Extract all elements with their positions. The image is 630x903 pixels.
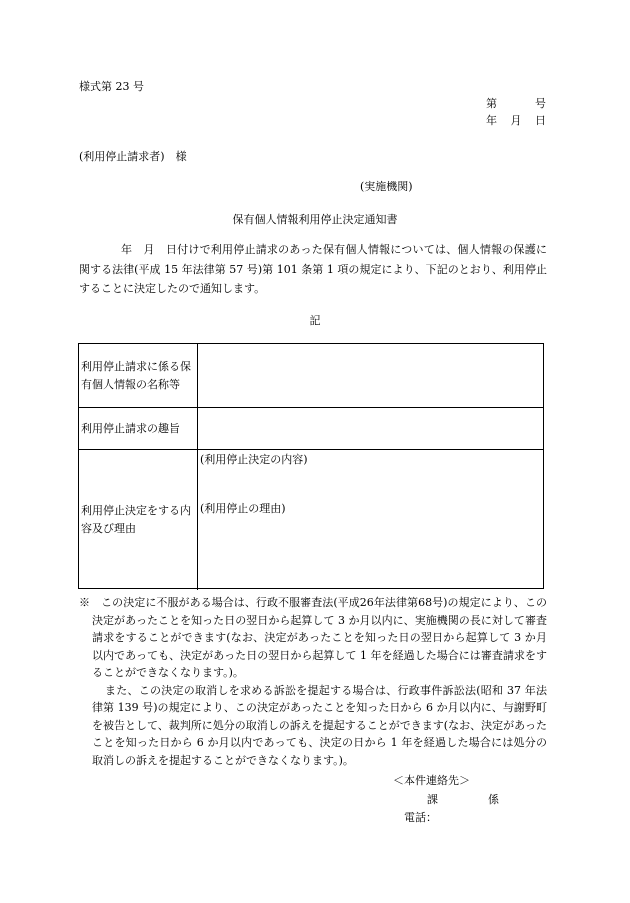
issuer: (実施機関) — [360, 180, 413, 193]
date-year: 年 — [486, 114, 497, 127]
contact-heading: ＜本件連絡先＞ — [393, 774, 470, 787]
row-value-decision — [198, 450, 543, 590]
form-number: 様式第 23 号 — [79, 80, 144, 93]
contact-subsection-label: 係 — [488, 793, 499, 806]
table-row — [79, 450, 543, 590]
table-row — [79, 344, 543, 408]
date-month: 月 — [510, 114, 522, 127]
row-value-info-name — [198, 344, 543, 407]
decision-content-label: (利用停止決定の内容) — [200, 453, 308, 466]
table-row — [79, 408, 543, 450]
contact-phone: 電話： — [404, 811, 437, 824]
row-label-request-purpose: 利用停止請求の趣旨 — [79, 408, 198, 449]
document-number-prefix: 第 — [486, 97, 497, 110]
contact-section — [427, 794, 499, 805]
document-title: 保有個人情報利用停止決定通知書 — [232, 213, 398, 226]
date-day: 日 — [535, 114, 546, 127]
detail-table — [78, 343, 544, 589]
decision-reason-label: (利用停止の理由) — [200, 502, 286, 515]
ki-heading: 記 — [309, 314, 321, 327]
note-appeal: ※ この決定に不服がある場合は、行政不服審査法(平成26年法律第68号)の規定により、この決定があったことを知った日の翌日から起算して 3 か月以内に、実施機関の長に対して審査請求をすることができます(なお、決定があったことを知った日の翌日から起算して 3 か月以内であっても、決定があった日の翌日から起算して 1 年を経過した場合には審査請求をすることができなくなります。)。 — [79, 596, 547, 679]
row-label-info-name: 利用停止請求に係る保有個人情報の名称等 — [79, 344, 198, 407]
row-value-request-purpose — [198, 408, 543, 449]
notes — [79, 594, 547, 769]
document-number-suffix: 号 — [535, 97, 546, 110]
contact-section-label: 課 — [427, 793, 438, 806]
intro-paragraph: 年 月 日付けで利用停止請求のあった保有個人情報については、個人情報の保護に関する法律(平成 15 年法律第 57 号)第 101 条第 1 項の規定により、下記のとおり、利用停止することに決定したので通知します。 — [79, 243, 547, 295]
row-label-decision: 利用停止決定をする内容及び理由 — [79, 450, 198, 590]
document-number — [486, 98, 546, 109]
recipient: (利用停止請求者) 様 — [79, 150, 187, 163]
document-date — [486, 115, 546, 126]
note-lawsuit: また、この決定の取消しを求める訴訟を提起する場合は、行政事件訴訟法(昭和 37 年法律第 139 号)の規定により、この決定があったことを知った日から 6 か月以内に、与謝野町を被告として、裁判所に処分の取消しの訴えを提起することができます(なお、決定があったことを知った日から 6 か月以内であっても、決定の日から 1 年を経過した場合には処分の取消しの訴えを提起することができなくなります。)。 — [92, 683, 547, 767]
